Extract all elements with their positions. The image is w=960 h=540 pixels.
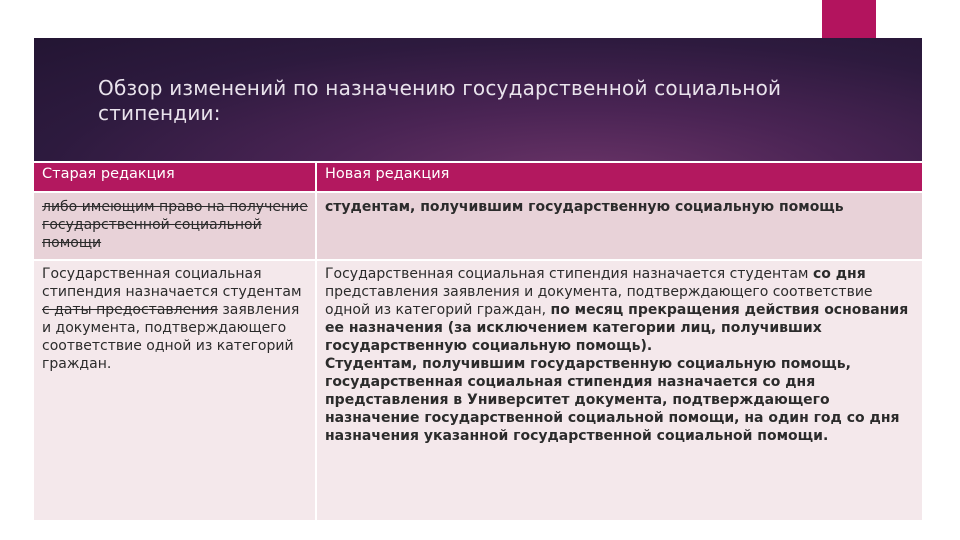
header-new-edition: Новая редакция <box>316 163 922 192</box>
row2-old-struck-text: с даты предоставления <box>42 302 218 318</box>
row1-old-cell <box>34 192 316 260</box>
row2-new-bold-3: Студентам, получившим государственную социальную помощь, государственная социальная стипендия назначается со дня представления в Университет документа, подтверждающего назначение государственной социальной помощи, на один год со дня назначения указанной государственной социальной помощи. <box>325 356 900 444</box>
table-row <box>34 192 922 260</box>
slide-title: Обзор изменений по назначению государственной социальной стипендии: <box>98 76 782 125</box>
row2-old-text-2: заявления и документа, подтверждающего соответствие одной из категорий граждан. <box>42 302 300 372</box>
row1-new-bold-text: студентам, получившим государственную социальную помощь <box>325 199 844 215</box>
row1-old-struck-text: либо имеющим право на получение государственной социальной помощи <box>42 199 308 251</box>
header-old-edition: Старая редакция <box>34 163 316 192</box>
row2-old-text-1: Государственная социальная стипендия назначается студентам <box>42 266 302 300</box>
row2-new-bold-2: по месяц прекращения действия основания ее назначения (за исключением категории лиц, получивших государственную социальную помощь). <box>325 302 909 354</box>
table-header-row <box>34 163 922 192</box>
row1-new-cell <box>316 192 922 260</box>
row2-old-cell <box>34 260 316 520</box>
row2-new-text-2: представления заявления и документа, подтверждающего соответствие одной из категорий граждан, <box>325 284 873 318</box>
row2-new-cell <box>316 260 922 520</box>
row2-new-bold-1: со дня <box>812 266 866 282</box>
comparison-table <box>34 163 922 520</box>
row2-new-text-1: Государственная социальная стипендия назначается студентам <box>325 266 813 282</box>
table-row <box>34 260 922 520</box>
